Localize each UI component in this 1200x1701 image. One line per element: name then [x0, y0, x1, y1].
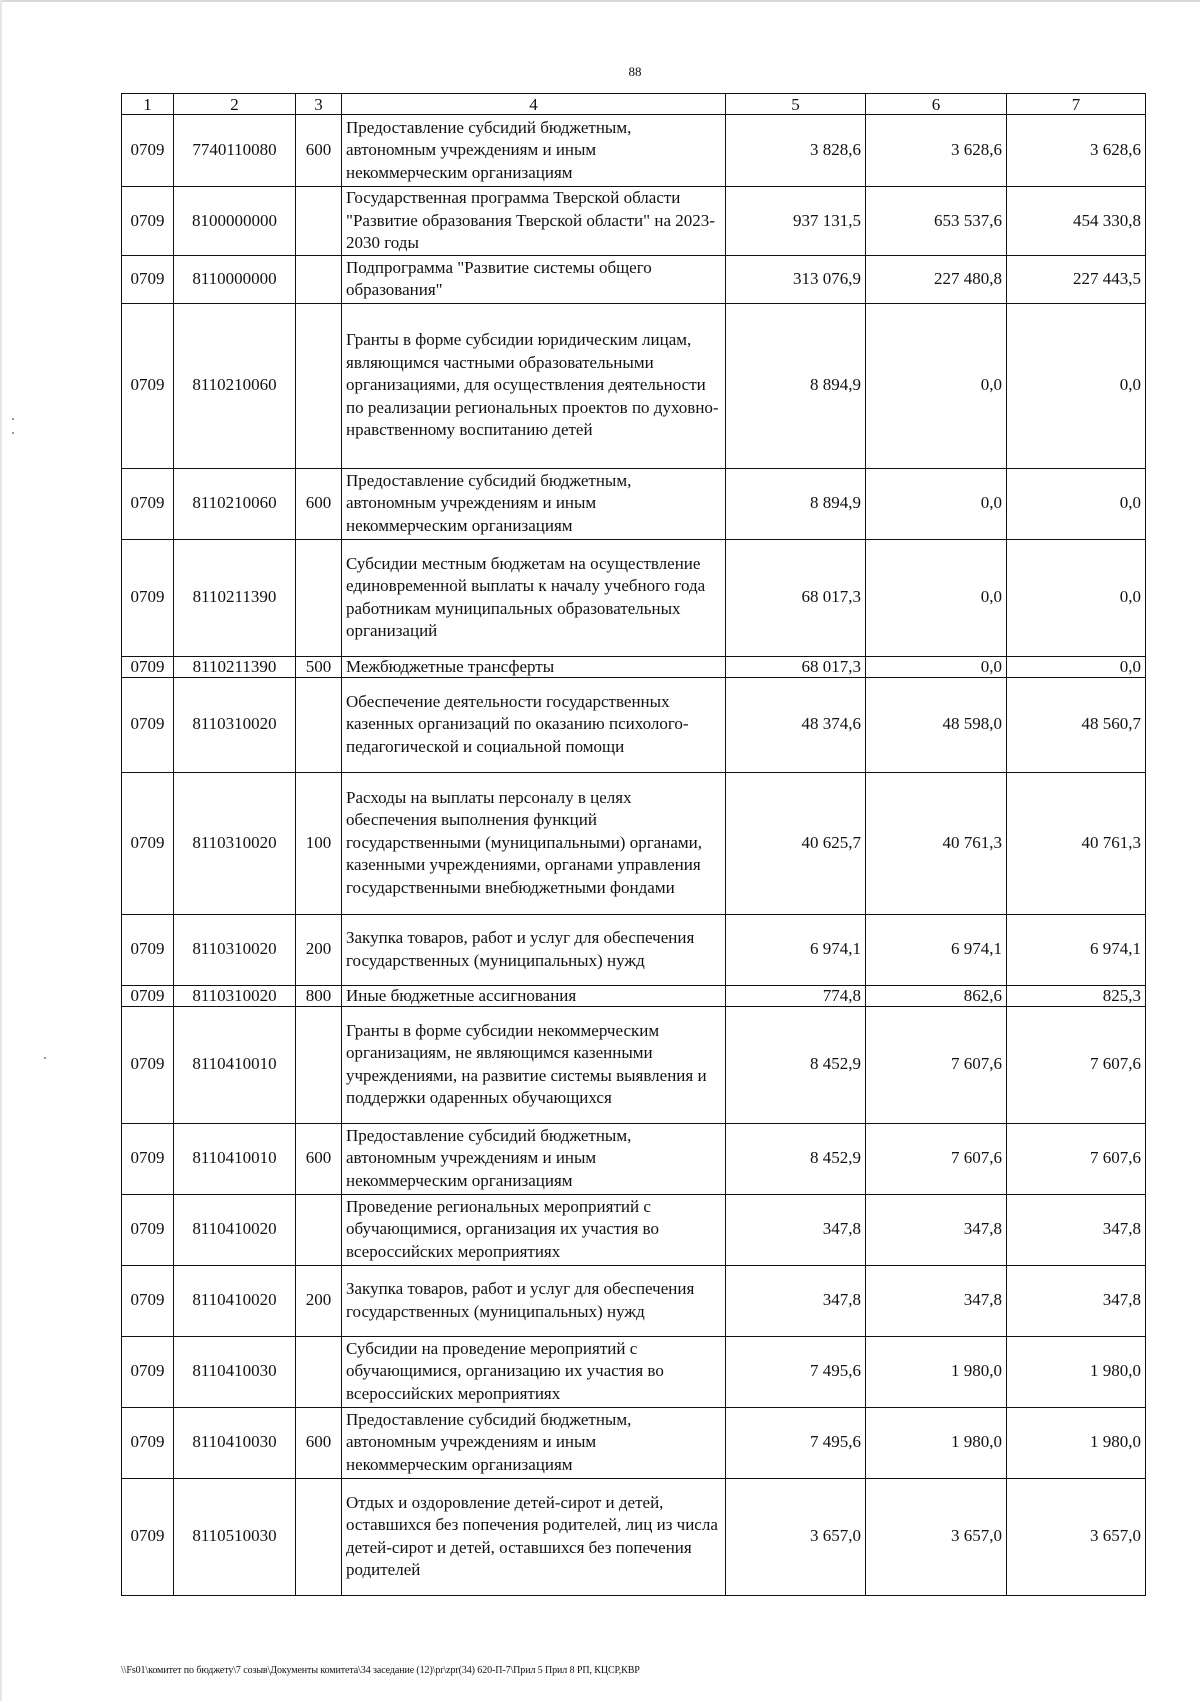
- expense-type-cell: [296, 187, 342, 256]
- section-cell: 0709: [122, 255, 174, 303]
- amount-cell-col6: 347,8: [866, 1265, 1007, 1336]
- amount-cell-col5: 40 625,7: [726, 772, 866, 914]
- amount-cell-col7: 1 980,0: [1007, 1336, 1146, 1407]
- scan-edge-top: [0, 0, 1200, 2]
- amount-cell-col6: 227 480,8: [866, 255, 1007, 303]
- amount-cell-col7: 0,0: [1007, 303, 1146, 468]
- amount-cell-col7: 40 761,3: [1007, 772, 1146, 914]
- item-name-cell: Субсидии местным бюджетам на осуществление единовременной выплаты к началу учебного года работникам муниципальных образовательных организаций: [342, 539, 726, 656]
- amount-cell-col7: 6 974,1: [1007, 914, 1146, 985]
- target-code-cell: 8110000000: [174, 255, 296, 303]
- item-name-cell: Проведение региональных мероприятий с обучающимися, организация их участия во всероссийских мероприятиях: [342, 1194, 726, 1265]
- section-cell: 0709: [122, 1194, 174, 1265]
- file-path-footer: \\Fs01\комитет по бюджету\7 созыв\Документы комитета\34 заседание (12)\pr\zpr(34) 620-П-7\Прил 5 Прил 8 РП, КЦСР,КВР: [121, 1665, 640, 1676]
- amount-cell-col5: 3 657,0: [726, 1478, 866, 1595]
- item-name-cell: Подпрограмма "Развитие системы общего образования": [342, 255, 726, 303]
- table-row: [122, 1336, 1146, 1407]
- amount-cell-col7: 7 607,6: [1007, 1123, 1146, 1194]
- expense-type-cell: 600: [296, 1407, 342, 1478]
- expense-type-cell: 600: [296, 468, 342, 539]
- section-cell: 0709: [122, 772, 174, 914]
- page-number: 88: [628, 64, 642, 79]
- amount-cell-col5: 937 131,5: [726, 187, 866, 256]
- item-name-cell: Предоставление субсидий бюджетным, автономным учреждениям и иным некоммерческим организациям: [342, 1123, 726, 1194]
- target-code-cell: 8110310020: [174, 914, 296, 985]
- item-name-cell: Субсидии на проведение мероприятий с обучающимися, организацию их участия во всероссийских мероприятиях: [342, 1336, 726, 1407]
- amount-cell-col6: 7 607,6: [866, 1006, 1007, 1123]
- expense-type-cell: 600: [296, 115, 342, 187]
- section-cell: 0709: [122, 1407, 174, 1478]
- section-cell: 0709: [122, 1123, 174, 1194]
- amount-cell-col6: 862,6: [866, 985, 1007, 1006]
- section-cell: 0709: [122, 468, 174, 539]
- amount-cell-col7: 7 607,6: [1007, 1006, 1146, 1123]
- expense-type-cell: [296, 1006, 342, 1123]
- section-cell: 0709: [122, 303, 174, 468]
- table-row: [122, 255, 1146, 303]
- column-header: 1: [122, 94, 174, 115]
- expense-type-cell: [296, 1478, 342, 1595]
- amount-cell-col6: 3 657,0: [866, 1478, 1007, 1595]
- item-name-cell: Гранты в форме субсидии юридическим лицам, являющимся частными образовательными организациями, для осуществления деятельности по реализации региональных проектов по духовно-нравственному воспитанию детей: [342, 303, 726, 468]
- expense-type-cell: [296, 255, 342, 303]
- target-code-cell: 8110211390: [174, 656, 296, 677]
- amount-cell-col6: 0,0: [866, 656, 1007, 677]
- amount-cell-col6: 6 974,1: [866, 914, 1007, 985]
- amount-cell-col5: 313 076,9: [726, 255, 866, 303]
- amount-cell-col6: 7 607,6: [866, 1123, 1007, 1194]
- amount-cell-col5: 774,8: [726, 985, 866, 1006]
- target-code-cell: 8110310020: [174, 677, 296, 772]
- scan-edge-left: [0, 0, 2, 1701]
- item-name-cell: Расходы на выплаты персоналу в целях обеспечения выполнения функций государственными (муниципальными) органами, казенными учреждениями, органами управления государственными внебюджетными фондами: [342, 772, 726, 914]
- expense-type-cell: 100: [296, 772, 342, 914]
- amount-cell-col6: 1 980,0: [866, 1336, 1007, 1407]
- target-code-cell: 8110410030: [174, 1407, 296, 1478]
- target-code-cell: 8110210060: [174, 468, 296, 539]
- target-code-cell: 7740110080: [174, 115, 296, 187]
- item-name-cell: Иные бюджетные ассигнования: [342, 985, 726, 1006]
- table-row: [122, 1265, 1146, 1336]
- target-code-cell: 8110310020: [174, 985, 296, 1006]
- target-code-cell: 8110510030: [174, 1478, 296, 1595]
- item-name-cell: Закупка товаров, работ и услуг для обеспечения государственных (муниципальных) нужд: [342, 914, 726, 985]
- target-code-cell: 8110410010: [174, 1123, 296, 1194]
- table-row: [122, 1006, 1146, 1123]
- amount-cell-col6: 0,0: [866, 539, 1007, 656]
- item-name-cell: Обеспечение деятельности государственных казенных организаций по оказанию психолого-педагогической и социальной помощи: [342, 677, 726, 772]
- column-header: 4: [342, 94, 726, 115]
- amount-cell-col7: 0,0: [1007, 656, 1146, 677]
- expense-type-cell: [296, 303, 342, 468]
- expense-type-cell: [296, 539, 342, 656]
- item-name-cell: Предоставление субсидий бюджетным, автономным учреждениям и иным некоммерческим организациям: [342, 468, 726, 539]
- item-name-cell: Предоставление субсидий бюджетным, автономным учреждениям и иным некоммерческим организациям: [342, 1407, 726, 1478]
- item-name-cell: Предоставление субсидий бюджетным, автономным учреждениям и иным некоммерческим организациям: [342, 115, 726, 187]
- table-row: [122, 1407, 1146, 1478]
- target-code-cell: 8110410010: [174, 1006, 296, 1123]
- column-header: 2: [174, 94, 296, 115]
- table-row: [122, 985, 1146, 1006]
- table-row: [122, 1123, 1146, 1194]
- section-cell: 0709: [122, 985, 174, 1006]
- amount-cell-col5: 8 452,9: [726, 1123, 866, 1194]
- expense-type-cell: 600: [296, 1123, 342, 1194]
- table-row: [122, 772, 1146, 914]
- item-name-cell: Закупка товаров, работ и услуг для обеспечения государственных (муниципальных) нужд: [342, 1265, 726, 1336]
- amount-cell-col5: 7 495,6: [726, 1336, 866, 1407]
- amount-cell-col7: 3 657,0: [1007, 1478, 1146, 1595]
- scan-speck: [12, 418, 14, 420]
- amount-cell-col7: 0,0: [1007, 468, 1146, 539]
- section-cell: 0709: [122, 1006, 174, 1123]
- amount-cell-col5: 8 894,9: [726, 303, 866, 468]
- amount-cell-col5: 347,8: [726, 1194, 866, 1265]
- amount-cell-col7: 48 560,7: [1007, 677, 1146, 772]
- amount-cell-col6: 48 598,0: [866, 677, 1007, 772]
- section-cell: 0709: [122, 115, 174, 187]
- table-row: [122, 914, 1146, 985]
- amount-cell-col6: 3 628,6: [866, 115, 1007, 187]
- amount-cell-col6: 0,0: [866, 468, 1007, 539]
- amount-cell-col7: 1 980,0: [1007, 1407, 1146, 1478]
- amount-cell-col7: 825,3: [1007, 985, 1146, 1006]
- expense-type-cell: 800: [296, 985, 342, 1006]
- table-row: [122, 677, 1146, 772]
- expense-type-cell: [296, 677, 342, 772]
- expense-type-cell: 200: [296, 914, 342, 985]
- item-name-cell: Гранты в форме субсидии некоммерческим организациям, не являющимся казенными учреждениями, на развитие системы выявления и поддержки одаренных обучающихся: [342, 1006, 726, 1123]
- column-header: 7: [1007, 94, 1146, 115]
- section-cell: 0709: [122, 656, 174, 677]
- amount-cell-col5: 3 828,6: [726, 115, 866, 187]
- amount-cell-col5: 68 017,3: [726, 539, 866, 656]
- section-cell: 0709: [122, 187, 174, 256]
- item-name-cell: Государственная программа Тверской области "Развитие образования Тверской области" на 2023-2030 годы: [342, 187, 726, 256]
- amount-cell-col6: 1 980,0: [866, 1407, 1007, 1478]
- section-cell: 0709: [122, 1265, 174, 1336]
- target-code-cell: 8110211390: [174, 539, 296, 656]
- amount-cell-col7: 3 628,6: [1007, 115, 1146, 187]
- expense-type-cell: 500: [296, 656, 342, 677]
- column-header: 3: [296, 94, 342, 115]
- section-cell: 0709: [122, 1336, 174, 1407]
- amount-cell-col5: 48 374,6: [726, 677, 866, 772]
- item-name-cell: Отдых и оздоровление детей-сирот и детей, оставшихся без попечения родителей, лиц из числа детей-сирот и детей, оставшихся без попечения родителей: [342, 1478, 726, 1595]
- target-code-cell: 8110410020: [174, 1265, 296, 1336]
- amount-cell-col7: 347,8: [1007, 1265, 1146, 1336]
- amount-cell-col5: 8 452,9: [726, 1006, 866, 1123]
- amount-cell-col6: 0,0: [866, 303, 1007, 468]
- expense-type-cell: [296, 1336, 342, 1407]
- expense-type-cell: [296, 1194, 342, 1265]
- target-code-cell: 8100000000: [174, 187, 296, 256]
- amount-cell-col5: 68 017,3: [726, 656, 866, 677]
- budget-table: [121, 93, 1146, 1596]
- amount-cell-col6: 347,8: [866, 1194, 1007, 1265]
- column-header: 6: [866, 94, 1007, 115]
- amount-cell-col6: 40 761,3: [866, 772, 1007, 914]
- target-code-cell: 8110410030: [174, 1336, 296, 1407]
- table-row: [122, 1194, 1146, 1265]
- section-cell: 0709: [122, 1478, 174, 1595]
- table-row: [122, 303, 1146, 468]
- target-code-cell: 8110210060: [174, 303, 296, 468]
- amount-cell-col7: 454 330,8: [1007, 187, 1146, 256]
- amount-cell-col7: 0,0: [1007, 539, 1146, 656]
- target-code-cell: 8110310020: [174, 772, 296, 914]
- amount-cell-col5: 6 974,1: [726, 914, 866, 985]
- amount-cell-col6: 653 537,6: [866, 187, 1007, 256]
- amount-cell-col5: 7 495,6: [726, 1407, 866, 1478]
- scan-speck: [44, 1057, 46, 1059]
- column-number-row: [122, 94, 1146, 115]
- table-row: [122, 656, 1146, 677]
- amount-cell-col7: 347,8: [1007, 1194, 1146, 1265]
- section-cell: 0709: [122, 539, 174, 656]
- amount-cell-col5: 8 894,9: [726, 468, 866, 539]
- table-row: [122, 539, 1146, 656]
- column-header: 5: [726, 94, 866, 115]
- amount-cell-col5: 347,8: [726, 1265, 866, 1336]
- table-row: [122, 115, 1146, 187]
- section-cell: 0709: [122, 677, 174, 772]
- item-name-cell: Межбюджетные трансферты: [342, 656, 726, 677]
- scan-speck: [12, 432, 14, 434]
- table-row: [122, 468, 1146, 539]
- target-code-cell: 8110410020: [174, 1194, 296, 1265]
- section-cell: 0709: [122, 914, 174, 985]
- expense-type-cell: 200: [296, 1265, 342, 1336]
- table-row: [122, 1478, 1146, 1595]
- table-row: [122, 187, 1146, 256]
- amount-cell-col7: 227 443,5: [1007, 255, 1146, 303]
